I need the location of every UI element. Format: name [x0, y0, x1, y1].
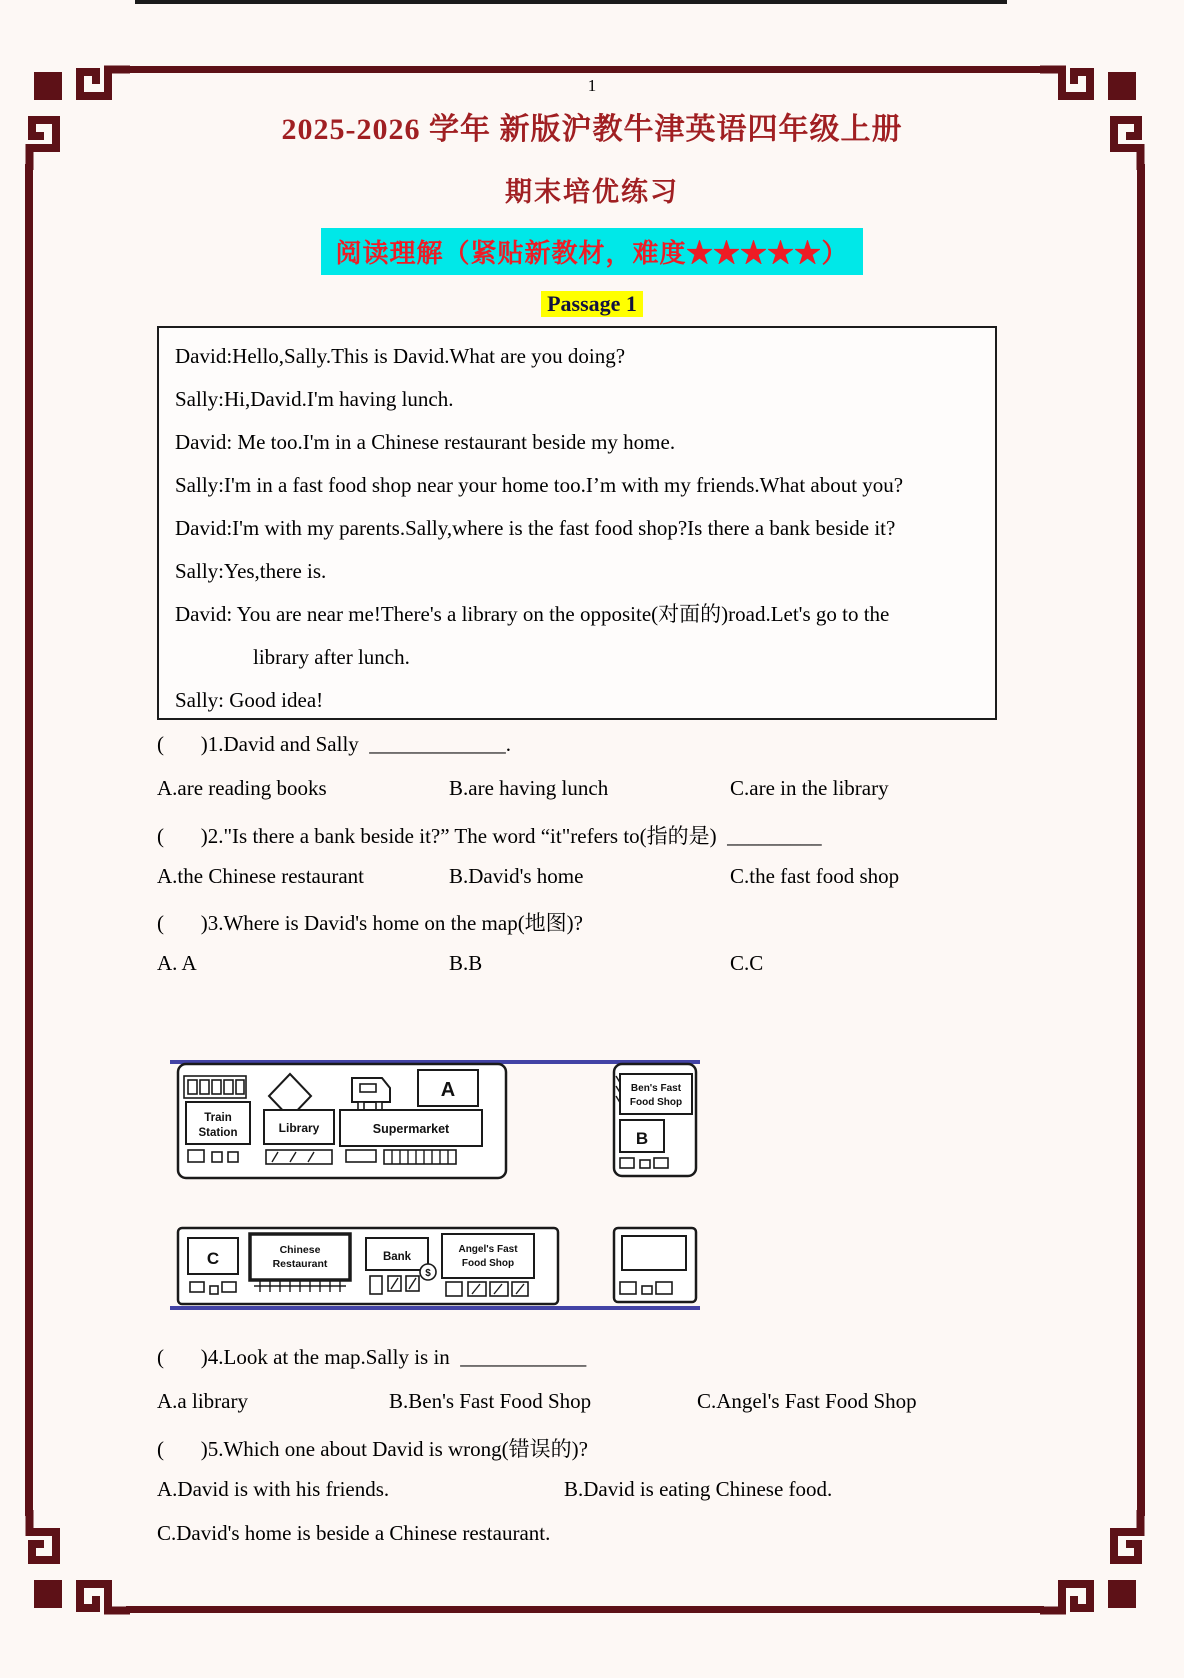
frame-corner-ornament-icon	[20, 1510, 130, 1620]
question-2-options	[157, 864, 1144, 889]
question-4-options	[157, 1389, 1144, 1414]
question-4-option-b: B.Ben's Fast Food Shop	[389, 1389, 592, 1413]
exam-subtitle: 期末培优练习	[505, 177, 679, 207]
question-5-option-a: A.David is with his friends.	[157, 1477, 390, 1501]
question-1-stem: ( )1.David and Sally _____________.	[157, 732, 512, 756]
question-4-option-c: C.Angel's Fast Food Shop	[697, 1389, 917, 1413]
question-4-option-a: A.a library	[157, 1389, 248, 1413]
angels-fast-food-label: Angel's Fast	[458, 1244, 518, 1255]
frame-bottom-line	[126, 1606, 1044, 1613]
dialogue-line: Sally:Hi,David.I'm having lunch.	[175, 387, 454, 411]
question-3-option-c: C.C	[730, 951, 764, 975]
chinese-restaurant-label: Restaurant	[272, 1258, 328, 1270]
chinese-restaurant-sign	[250, 1234, 350, 1280]
passage-label: Passage 1	[541, 291, 643, 317]
question-3-stem: ( )3.Where is David's home on the map(地图)?	[157, 911, 583, 935]
dialogue-line: David:Hello,Sally.This is David.What are you doing?	[175, 344, 626, 368]
section-banner: 阅读理解（紧贴新教材，难度★★★★★）	[321, 228, 862, 275]
frame-top-line	[126, 66, 1044, 73]
exam-title: 2025-2026 学年 新版沪教牛津英语四年级上册	[281, 113, 903, 146]
dialogue-line: David: Me too.I'm in a Chinese restaurant beside my home.	[175, 430, 676, 454]
section-banner-row	[0, 228, 1184, 275]
top-edge-rule	[135, 0, 1007, 4]
question-1-option-a: A.are reading books	[157, 776, 327, 800]
train-station-label: Station	[198, 1127, 238, 1139]
question-2-option-c: C.the fast food shop	[730, 864, 900, 888]
angels-fast-food-label: Food Shop	[461, 1258, 515, 1269]
dialogue-line: library after lunch.	[253, 645, 410, 669]
page-number: 1	[587, 76, 597, 95]
question-1-options	[157, 776, 1144, 801]
question-3-options	[157, 951, 1144, 976]
building-a-label: A	[440, 1079, 456, 1101]
question-5-option-c: C.David's home is beside a Chinese restaurant.	[157, 1521, 551, 1545]
dialogue-line: David: You are near me!There's a library on the opposite(对面的)road.Let's go to the	[175, 602, 890, 626]
question-4-stem: ( )4.Look at the map.Sally is in ____________	[157, 1345, 587, 1369]
frame-left-line	[25, 164, 33, 1516]
building-b-label: B	[635, 1129, 649, 1148]
bens-fast-food-label: Food Shop	[629, 1097, 683, 1108]
supermarket-label: Supermarket	[372, 1122, 450, 1136]
dialogue-box	[157, 326, 997, 720]
question-2-option-b: B.David's home	[449, 864, 584, 888]
question-5-options	[157, 1477, 1144, 1502]
train-station-label: Train	[204, 1112, 232, 1124]
dialogue-line: David:I'm with my parents.Sally,where is the fast food shop?Is there a bank beside it?	[175, 516, 896, 540]
dialogue-line: Sally: Good idea!	[175, 688, 324, 712]
question-1-option-c: C.are in the library	[730, 776, 889, 800]
bens-fast-food-sign	[620, 1074, 692, 1114]
map-bottom-border	[170, 1306, 700, 1310]
question-2-stem: ( )2."Is there a bank beside it?” The word “it"refers to(指的是) _________	[157, 824, 822, 848]
angels-fast-food-sign	[442, 1234, 534, 1278]
building-c-label: C	[206, 1249, 220, 1268]
library-label: Library	[278, 1121, 320, 1135]
passage-label-row	[0, 291, 1184, 317]
unlabeled-building-sign	[622, 1236, 686, 1270]
bank-label: Bank	[382, 1251, 412, 1263]
chinese-restaurant-label: Chinese	[279, 1244, 321, 1256]
question-3-option-b: B.B	[449, 951, 483, 975]
question-3-option-a: A. A	[157, 951, 197, 975]
question-5-stem: ( )5.Which one about David is wrong(错误的)?	[157, 1437, 588, 1461]
bens-fast-food-label: Ben's Fast	[630, 1083, 682, 1094]
question-1-option-b: B.are having lunch	[449, 776, 609, 800]
dialogue-line: Sally:I'm in a fast food shop near your home too.I’m with my friends.What about you?	[175, 473, 904, 497]
dollar-sign-label: $	[425, 1268, 431, 1279]
dialogue-line: Sally:Yes,there is.	[175, 559, 327, 583]
question-5-option-b: B.David is eating Chinese food.	[564, 1477, 833, 1501]
question-2-option-a: A.the Chinese restaurant	[157, 864, 365, 888]
street-map-figure	[170, 1060, 700, 1310]
